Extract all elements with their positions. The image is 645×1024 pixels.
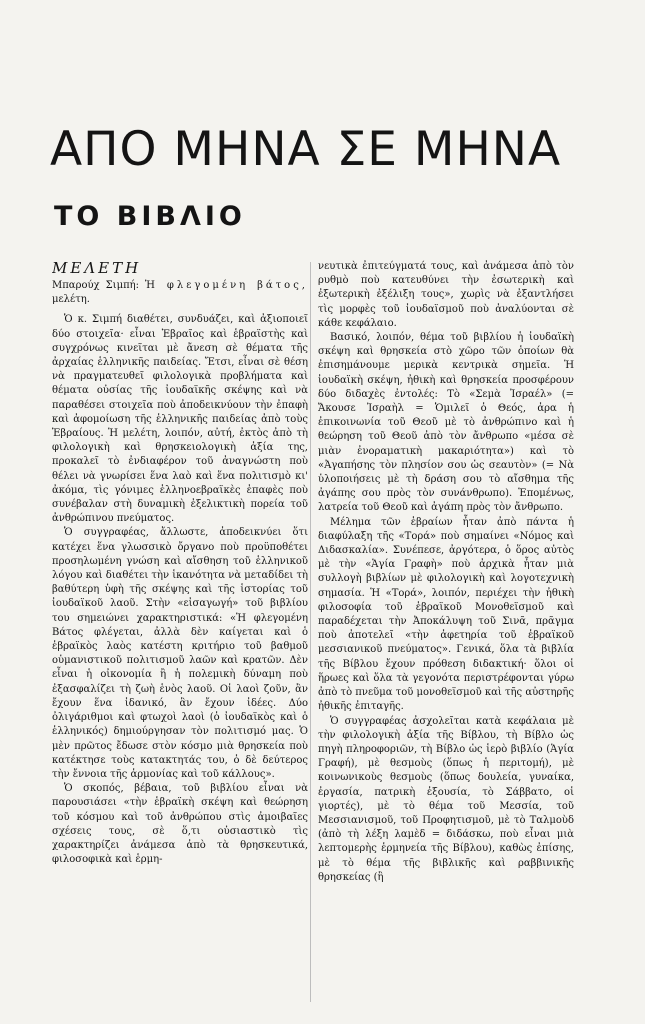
book-citation xyxy=(52,279,308,307)
page-title: ΑΠΟ ΜΗΝΑ ΣΕ ΜΗΝΑ xyxy=(50,122,562,177)
article-kicker: ΜΕΛΕΤΗ xyxy=(52,259,142,277)
paragraph: Ὁ συγγραφέας, ἄλλωστε, ἀποδεικνύει ὅτι κατέχει ἕνα γλωσσικὸ ὄργανο ποὺ προϋποθέτει προσηλωμένη γνώση καὶ αἴσθηση τοῦ ἑλληνικοῦ λόγου καὶ διαθέτει τὴν ἱκανότητα νὰ μεταδίδει τὴ βαθύτερη ὑφὴ τῆς σκέψης καὶ τῆς ἱστορίας τοῦ ἰουδαϊκοῦ λαοῦ. Στὴν «εἰσαγωγή» τοῦ βιβλίου του σημειώνει χαρακτηριστικά: «Ἡ φλεγομένη Βάτος φλέγεται, ἀλλὰ δὲν καίγεται καὶ ὁ ἑβραϊκὸς λαὸς κατέστη κριτήριο τοῦ βαθμοῦ οὑμανιστικοῦ πολιτισμοῦ λαῶν καὶ κρατῶν. Δὲν εἶναι ἡ οἰκονομία ἢ ἡ πολεμικὴ δύναμη ποὺ ἐξασφαλίζει τὴ ζωὴ ἑνὸς λαοῦ. Οἱ λαοὶ ζοῦν, ἂν ἔχουν ἕνα ἰδανικό, ἂν ἔχουν ἰδέες. Δύο ὀλιγάριθμοι καὶ φτωχοὶ λαοὶ (ὁ ἰουδαϊκὸς καὶ ὁ ἑλληνικός) δημιούργησαν τὸν πολιτισμό μας. Ὁ μὲν πρῶτος ἔδωσε στὸν κόσμο μιὰ θρησκεία ποὺ κατέκτησε τοὺς κατακτητάς του, ὁ δὲ δεύτερος τὴν ἔννοια τῆς ἁρμονίας καὶ τοῦ κάλλους». xyxy=(52,527,308,780)
book-subtitle: μελέτη. xyxy=(52,294,90,306)
left-column xyxy=(52,258,308,1018)
paragraph: Ὁ κ. Σιμπή διαθέτει, συνδυάζει, καὶ ἀξιοποιεῖ δύο στοιχεῖα· εἶναι Ἑβραῖος καὶ ἑβραϊστὴς καὶ συγχρόνως κινεῖται μὲ ἄνεση σὲ θέματα τῆς ἀρχαίας ἑλληνικῆς παιδείας. Ἔτσι, εἶναι σὲ θέση νὰ πραγματευθεῖ φιλολογικὰ προβλήματα καὶ θέματα οὐσίας τῆς ἰουδαϊκῆς σκέψης καὶ νὰ παραθέσει στοιχεῖα ποὺ ἀποδεικνύουν τὴν ἐπαφὴ καὶ ἀφομοίωση τῆς ἑλληνικῆς παιδείας ἀπὸ τοὺς Ἑβραίους. Ἡ μελέτη, λοιπόν, αὐτή, ἐκτὸς ἀπὸ τὴ φιλολογικὴ καὶ θρησκειολογικὴ ἀξία της, προκαλεῖ τὸ ἐνδιαφέρον τοῦ ἀναγνώστη ποὺ θέλει νὰ γνωρίσει ἕνα λαὸ καὶ ἕνα πολιτισμὸ κι' ἀκόμα, τὶς γόνιμες ἑλληνοεβραϊκὲς ἐπαφὲς ποὺ συνέβαλαν στὴ δυναμικὴ ἐξελικτικὴ πορεία τοῦ ἀνθρώπινου πνεύματος. xyxy=(52,314,308,525)
paragraph: Ὁ συγγραφέας ἀσχολεῖται κατὰ κεφάλαια μὲ τὴν φιλολογικὴ ἀξία τῆς Βίβλου, τὴ Βίβλο ὡς πηγὴ πληροφοριῶν, τὴ Βίβλο ὡς ἱερὸ βιβλίο (Ἁγία Γραφή), μὲ θεσμοὺς (ὅπως ἡ περιτομή), μὲ κοινωνικοὺς θεσμοὺς (ὅπως δουλεία, γυναίκα, ἐργασία, πατρικὴ ἐξουσία, τὸ Σάββατο, οἱ γιορτές), μὲ τὸ θέμα τοῦ Μεσσία, τοῦ Μεσσιανισμοῦ, τοῦ Προφητισμοῦ, μὲ τὸ Ταλμοὺδ (ἀπὸ τὴ λέξη λαμὲδ = διδάσκω, ποὺ εἶναι μιὰ λεπτομερὴς ἑρμηνεία τῆς Βίβλου), καθὼς ἐπίσης, μὲ τὸ θέμα τῆς βιβλικῆς καὶ ραββινικῆς θρησκείας (ἢ xyxy=(318,715,574,883)
section-title: ΤΟ ΒΙΒΛΙΟ xyxy=(54,201,246,232)
paragraph: Ὁ σκοπός, βέβαια, τοῦ βιβλίου εἶναι νὰ παρουσιάσει «τὴν ἑβραϊκὴ σκέψη καὶ θεώρηση τοῦ κόσμου καὶ τοῦ ἀνθρώπου στὶς ἀμοιβαῖες σχέσεις τους, σὲ ὅ,τι οὐσιαστικὸ τὶς χαρακτηρίζει ἀνάμεσα ἀπὸ τὰ θρησκευτικά, φιλοσοφικὰ καὶ ἑρμη- xyxy=(52,783,308,866)
paragraph: Βασικό, λοιπόν, θέμα τοῦ βιβλίου ἡ ἰουδαϊκὴ σκέψη καὶ θρησκεία στὸ χῶρο τῶν ὁποίων θὰ ἐπισημάνουμε μερικὰ κεντρικὰ σημεῖα. Ἡ ἰουδαϊκὴ σκέψη, ἠθικὴ καὶ θρησκεία προσφέρουν δύο διδαχὲς ἐντολές: Τὸ «Σεμὰ Ἰσραέλ» (= Ἄκουσε Ἰσραὴλ = Ὁμιλεῖ ὁ Θεός, ἀρα ἡ ἐπικοινωνία τοῦ Θεοῦ μὲ τὸ ἀνθρώπινο καὶ ἡ θεώρηση τοῦ Θεοῦ ἀπὸ τὸν ἄνθρωπο «μέσα σὲ μιὰν ἐνοραματικὴ μακαριότητα») καὶ τὸ «Ἀγαπήσης τὸν πλησίον σου ὡς σεαυτὸν» (= Νὰ ὑλοποιήσεις μὲ τὴ δράση σου τὸ αἴσθημα τῆς ἀγάπης σου πρὸς τὸν συνάνθρωπο). Ἑπομένως, λατρεία τοῦ Θεοῦ καὶ ἀγάπη πρὸς τὸν ἄνθρωπο. xyxy=(318,332,574,514)
column-divider xyxy=(310,262,311,1002)
paragraph: Μέλημα τῶν ἑβραίων ἦταν ἀπὸ πάντα ἡ διαφύλαξη τῆς «Τορά» ποὺ σημαίνει «Νόμος καὶ Διδασκαλία». Συνέπεσε, ἀργότερα, ὁ ὅρος αὐτὸς μὲ τὴν «Ἁγία Γραφὴ» ποὺ ἀρχικὰ ἦταν μιὰ συλλογὴ βιβλίων μὲ φιλολογικὴ καὶ λογοτεχνικὴ σημασία. Ἡ «Τορά», λοιπόν, περιέχει τὴν ἠθικὴ φιλοσοφία τοῦ ἑβραϊκοῦ Μονοθεϊσμοῦ καὶ παραδέχεται τὴν Ἀποκάλυψη τοῦ Σινᾶ, πρᾶγμα ποὺ ἀποτελεῖ «τὴν ἀφετηρία τοῦ ἑβραϊκοῦ μεσσιανικοῦ πνεύματος». Γενικά, ὅλα τὰ βιβλία τῆς Βίβλου ἔχουν πρόθεση διδακτική· ὅλοι οἱ ἥρωες καὶ ὅλα τὰ γεγονότα περιστρέφονται γύρω ἀπὸ τὸ πνεῦμα τοῦ μονοθεϊσμοῦ καὶ τῆς αὐστηρῆς ἠθικῆς ἐπιταγῆς. xyxy=(318,516,574,713)
paragraph: νευτικὰ ἐπιτεύγματά τους, καὶ ἀνάμεσα ἀπὸ τὸν ρυθμὸ ποὺ κατευθύνει τὴν ἐσωτερικὴ καὶ ἐξωτερικὴ ἐξέλιξη τους», χωρὶς νὰ ἐξαντλήσει τὶς μορφὲς τοῦ ἰουδαϊσμοῦ ποὺ ἀναλύονται σὲ κάθε κεφάλαιο. xyxy=(318,261,574,329)
right-column xyxy=(318,260,574,1020)
book-title: Ἡ φλεγομένη βάτος, xyxy=(144,280,308,291)
book-author: Μπαρούχ Σιμπή: xyxy=(52,280,139,291)
